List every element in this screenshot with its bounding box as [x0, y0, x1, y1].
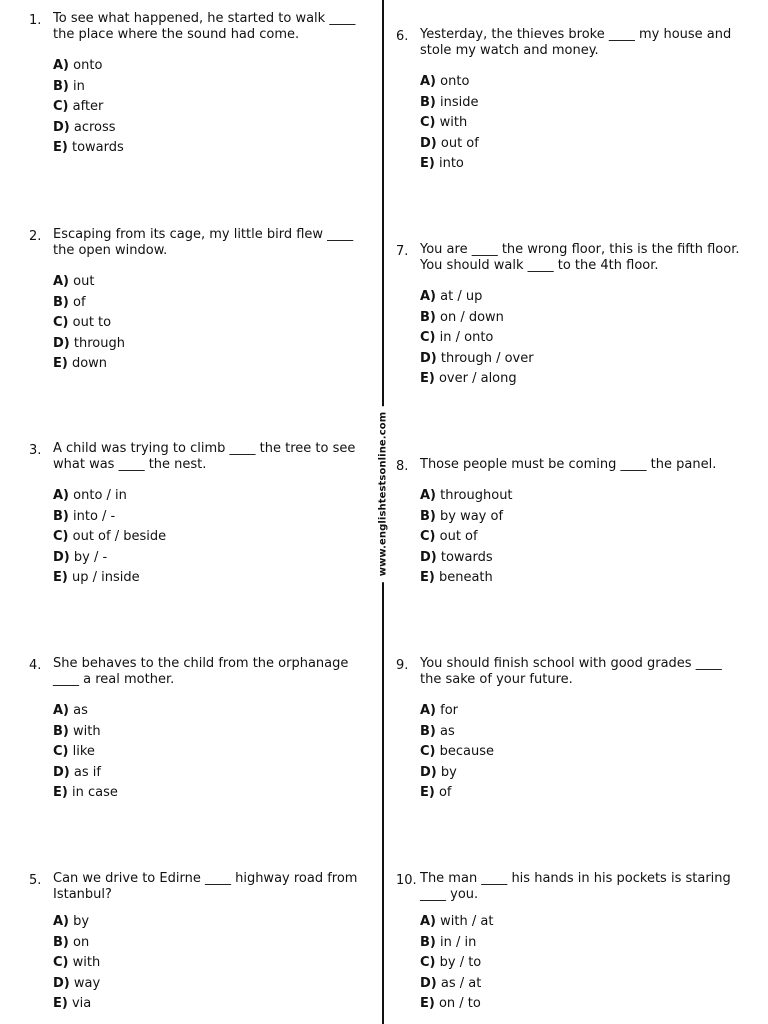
question-9 [396, 656, 740, 804]
question-7 [396, 242, 740, 390]
option-a[interactable] [420, 701, 740, 722]
option-text: out to [72, 315, 112, 330]
option-c[interactable] [420, 328, 740, 349]
option-b[interactable] [53, 293, 373, 314]
option-d[interactable] [53, 334, 373, 355]
option-d[interactable] [53, 118, 373, 139]
option-d[interactable] [53, 548, 373, 569]
option-e[interactable] [53, 138, 373, 159]
option-text: on [73, 934, 90, 950]
question-text: A child was trying to climb ____ the tree to see what was ____ the nest. [53, 441, 356, 472]
option-text: on / down [440, 309, 504, 325]
option-letter: A) [53, 488, 70, 503]
option-letter: D) [420, 549, 437, 565]
option-letter: B) [53, 78, 69, 94]
question-text: Escaping from its cage, my little bird flew ____ the open window. [53, 227, 354, 258]
option-c[interactable] [53, 97, 373, 118]
option-a[interactable] [53, 272, 373, 293]
option-d[interactable] [420, 763, 740, 784]
question-text: You should finish school with good grades ____ the sake of your future. [420, 656, 722, 687]
question-number: 3. [29, 443, 42, 458]
option-text: on / to [438, 996, 481, 1011]
option-e[interactable] [420, 369, 740, 390]
option-text: like [72, 744, 95, 759]
option-text: of [73, 294, 86, 310]
option-b[interactable] [420, 308, 740, 329]
option-b[interactable] [420, 507, 740, 528]
option-e[interactable] [53, 568, 373, 589]
option-letter: D) [53, 549, 70, 565]
option-text: for [440, 703, 459, 718]
option-b[interactable] [53, 722, 373, 743]
option-e[interactable] [420, 994, 740, 1015]
option-text: out of [440, 135, 479, 151]
question-number: 9. [396, 658, 409, 673]
option-c[interactable] [53, 313, 373, 334]
option-b[interactable] [420, 93, 740, 114]
option-letter: D) [53, 764, 70, 780]
option-d[interactable] [53, 974, 373, 995]
option-letter: D) [53, 119, 70, 135]
option-e[interactable] [53, 783, 373, 804]
option-letter: B) [53, 508, 69, 524]
question-text: To see what happened, he started to walk ____ the place where the sound had come. [53, 11, 356, 42]
question-5 [29, 871, 373, 1015]
option-letter: E) [420, 785, 435, 800]
option-letter: E) [53, 140, 68, 155]
option-letter: E) [53, 356, 68, 371]
option-d[interactable] [420, 349, 740, 370]
question-number: 10. [396, 873, 417, 888]
option-text: at / up [440, 289, 483, 304]
question-text: The man ____ his hands in his pockets is staring ____ you. [420, 871, 731, 902]
option-letter: E) [420, 371, 435, 386]
option-letter: D) [53, 975, 70, 991]
question-10 [396, 871, 740, 1015]
option-text: in [73, 78, 85, 94]
option-e[interactable] [420, 568, 740, 589]
option-letter: D) [53, 335, 70, 351]
option-text: towards [440, 549, 493, 565]
option-c[interactable] [53, 953, 373, 974]
option-letter: C) [420, 330, 436, 345]
option-text: in case [71, 785, 118, 800]
option-a[interactable] [420, 287, 740, 308]
option-letter: E) [420, 570, 435, 585]
option-text: with [72, 955, 101, 970]
option-b[interactable] [53, 933, 373, 954]
question-number: 2. [29, 229, 42, 244]
option-text: with / at [440, 914, 494, 929]
option-letter: A) [420, 74, 437, 89]
option-a[interactable] [53, 486, 373, 507]
option-letter: B) [420, 723, 436, 739]
option-a[interactable] [420, 486, 740, 507]
option-letter: B) [420, 508, 436, 524]
option-letter: D) [420, 975, 437, 991]
question-4 [29, 656, 373, 804]
option-e[interactable] [420, 154, 740, 175]
option-text: as if [73, 764, 101, 780]
option-letter: B) [420, 309, 436, 325]
option-text: onto [73, 58, 103, 73]
option-letter: A) [420, 914, 437, 929]
option-text: over / along [438, 371, 517, 386]
option-text: out [73, 274, 95, 289]
option-letter: B) [53, 934, 69, 950]
option-text: by [73, 914, 90, 929]
option-letter: E) [420, 156, 435, 171]
option-letter: E) [53, 570, 68, 585]
option-d[interactable] [53, 763, 373, 784]
option-b[interactable] [420, 933, 740, 954]
option-a[interactable] [53, 912, 373, 933]
option-text: throughout [440, 488, 513, 503]
option-letter: A) [420, 488, 437, 503]
question-3 [29, 441, 373, 589]
option-text: through / over [440, 350, 534, 366]
option-c[interactable] [420, 953, 740, 974]
option-letter: A) [420, 703, 437, 718]
question-number: 6. [396, 29, 409, 44]
option-letter: C) [53, 744, 69, 759]
option-letter: D) [420, 135, 437, 151]
question-text: Can we drive to Edirne ____ highway road from Istanbul? [53, 871, 358, 902]
option-letter: C) [420, 115, 436, 130]
option-letter: C) [53, 99, 69, 114]
option-letter: B) [53, 294, 69, 310]
option-e[interactable] [53, 354, 373, 375]
option-text: as [73, 703, 88, 718]
option-letter: B) [53, 723, 69, 739]
option-text: into [438, 156, 464, 171]
option-text: because [439, 744, 494, 759]
option-d[interactable] [420, 548, 740, 569]
option-text: by [440, 764, 457, 780]
option-letter: E) [53, 996, 68, 1011]
option-text: of [438, 785, 452, 800]
option-e[interactable] [53, 994, 373, 1015]
option-c[interactable] [53, 742, 373, 763]
option-text: onto / in [73, 488, 127, 503]
option-letter: C) [53, 955, 69, 970]
option-letter: E) [420, 996, 435, 1011]
option-text: inside [440, 94, 479, 110]
option-letter: A) [53, 58, 70, 73]
question-text: She behaves to the child from the orphanage ____ a real mother. [53, 656, 349, 687]
option-letter: C) [420, 955, 436, 970]
option-text: as / at [440, 975, 482, 991]
option-text: with [73, 723, 101, 739]
option-text: beneath [438, 570, 493, 585]
option-letter: B) [420, 94, 436, 110]
option-letter: A) [420, 289, 437, 304]
question-number: 1. [29, 13, 42, 28]
option-text: by / to [439, 955, 482, 970]
option-letter: D) [420, 764, 437, 780]
option-text: after [72, 99, 104, 114]
question-number: 5. [29, 873, 42, 888]
option-letter: A) [53, 274, 70, 289]
question-1 [29, 11, 373, 159]
option-text: out of [439, 529, 478, 544]
option-letter: C) [420, 744, 436, 759]
option-letter: D) [420, 350, 437, 366]
option-text: out of / beside [72, 529, 167, 544]
option-a[interactable] [420, 72, 740, 93]
option-text: by way of [440, 508, 504, 524]
option-letter: B) [420, 934, 436, 950]
question-text: Those people must be coming ____ the panel. [420, 457, 717, 472]
option-text: by / - [73, 549, 108, 565]
option-text: onto [440, 74, 470, 89]
option-d[interactable] [420, 134, 740, 155]
question-number: 4. [29, 658, 42, 673]
option-b[interactable] [53, 507, 373, 528]
option-text: in / onto [439, 330, 494, 345]
option-text: into / - [73, 508, 116, 524]
option-letter: E) [53, 785, 68, 800]
option-text: via [71, 996, 92, 1011]
option-c[interactable] [53, 527, 373, 548]
option-letter: A) [53, 914, 70, 929]
option-c[interactable] [420, 742, 740, 763]
option-letter: A) [53, 703, 70, 718]
option-a[interactable] [53, 701, 373, 722]
option-text: through [73, 335, 125, 351]
option-c[interactable] [420, 527, 740, 548]
question-text: Yesterday, the thieves broke ____ my house and stole my watch and money. [420, 27, 732, 58]
option-text: up / inside [71, 570, 140, 585]
watermark-url: www.englishtestsonline.com [378, 406, 389, 582]
option-a[interactable] [420, 912, 740, 933]
option-a[interactable] [53, 56, 373, 77]
option-b[interactable] [53, 77, 373, 98]
option-letter: C) [53, 315, 69, 330]
question-8 [396, 457, 740, 589]
question-number: 7. [396, 244, 409, 259]
question-2 [29, 227, 373, 375]
option-text: across [73, 119, 116, 135]
option-e[interactable] [420, 783, 740, 804]
option-text: in / in [440, 934, 477, 950]
option-letter: C) [53, 529, 69, 544]
option-text: way [73, 975, 101, 991]
option-letter: C) [420, 529, 436, 544]
option-d[interactable] [420, 974, 740, 995]
question-6 [396, 27, 740, 175]
option-text: towards [71, 140, 124, 155]
option-text: down [71, 356, 108, 371]
option-text: as [440, 723, 455, 739]
question-number: 8. [396, 459, 409, 474]
option-text: with [439, 115, 468, 130]
question-text: You are ____ the wrong floor, this is the fifth floor. You should walk ____ to the 4th floor. [420, 242, 740, 273]
option-c[interactable] [420, 113, 740, 134]
option-b[interactable] [420, 722, 740, 743]
